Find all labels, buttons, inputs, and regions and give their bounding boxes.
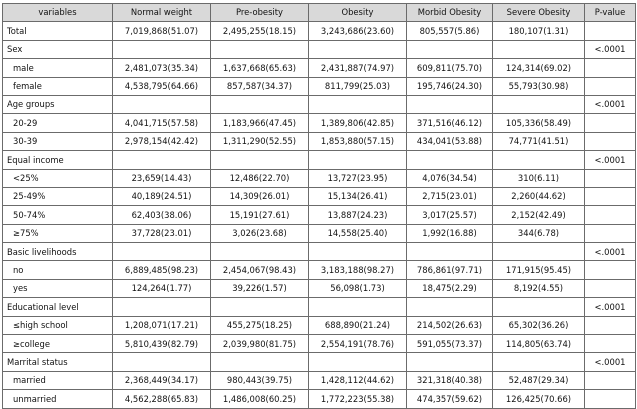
cell-variable: Age groups bbox=[3, 95, 113, 113]
cell-variable: Basic livelihoods bbox=[3, 243, 113, 261]
cell-pre-obesity: 1,637,668(65.63) bbox=[211, 59, 309, 77]
cell-morbid-obesity: 609,811(75.70) bbox=[407, 59, 493, 77]
cell-morbid-obesity: 805,557(5.86) bbox=[407, 22, 493, 40]
cell-p-value: <.0001 bbox=[585, 298, 636, 316]
cell-obesity: 13,727(23.95) bbox=[309, 169, 407, 187]
cell-severe-obesity: 171,915(95.45) bbox=[493, 261, 585, 279]
cell-obesity: 3,183,188(98.27) bbox=[309, 261, 407, 279]
statistics-table bbox=[2, 3, 636, 409]
cell-pre-obesity: 1,311,290(52.55) bbox=[211, 132, 309, 150]
cell-severe-obesity: 114,805(63.74) bbox=[493, 335, 585, 353]
cell-p-value bbox=[585, 390, 636, 408]
cell-normal-weight: 6,889,485(98.23) bbox=[113, 261, 211, 279]
cell-variable: 20-29 bbox=[3, 114, 113, 132]
cell-pre-obesity: 12,486(22.70) bbox=[211, 169, 309, 187]
table-row bbox=[3, 169, 636, 187]
cell-variable: 50-74% bbox=[3, 206, 113, 224]
cell-variable: Sex bbox=[3, 40, 113, 58]
cell-variable: male bbox=[3, 59, 113, 77]
cell-obesity: 13,887(24.23) bbox=[309, 206, 407, 224]
cell-severe-obesity: 52,487(29.34) bbox=[493, 371, 585, 389]
cell-severe-obesity: 65,302(36.26) bbox=[493, 316, 585, 334]
cell-normal-weight: 4,538,795(64.66) bbox=[113, 77, 211, 95]
statistics-table-container bbox=[2, 3, 635, 409]
cell-p-value bbox=[585, 279, 636, 297]
cell-morbid-obesity bbox=[407, 40, 493, 58]
cell-normal-weight bbox=[113, 243, 211, 261]
cell-variable: married bbox=[3, 371, 113, 389]
cell-p-value bbox=[585, 132, 636, 150]
cell-normal-weight bbox=[113, 353, 211, 371]
table-row bbox=[3, 22, 636, 40]
cell-pre-obesity: 3,026(23.68) bbox=[211, 224, 309, 242]
cell-variable: unmarried bbox=[3, 390, 113, 408]
table-row bbox=[3, 371, 636, 389]
cell-pre-obesity: 1,486,008(60.25) bbox=[211, 390, 309, 408]
cell-p-value: <.0001 bbox=[585, 40, 636, 58]
cell-variable: ≥75% bbox=[3, 224, 113, 242]
cell-variable: Marrital status bbox=[3, 353, 113, 371]
cell-severe-obesity bbox=[493, 95, 585, 113]
cell-severe-obesity: 105,336(58.49) bbox=[493, 114, 585, 132]
table-row bbox=[3, 335, 636, 353]
header-morbid-obesity: Morbid Obesity bbox=[407, 4, 493, 22]
cell-obesity: 1,389,806(42.85) bbox=[309, 114, 407, 132]
cell-variable: no bbox=[3, 261, 113, 279]
header-p-value: P-value bbox=[585, 4, 636, 22]
section-row bbox=[3, 95, 636, 113]
cell-normal-weight: 5,810,439(82.79) bbox=[113, 335, 211, 353]
cell-obesity: 1,772,223(55.38) bbox=[309, 390, 407, 408]
cell-pre-obesity bbox=[211, 40, 309, 58]
cell-severe-obesity bbox=[493, 353, 585, 371]
cell-variable: 25-49% bbox=[3, 187, 113, 205]
cell-p-value: <.0001 bbox=[585, 243, 636, 261]
cell-obesity bbox=[309, 95, 407, 113]
cell-obesity: 1,853,880(57.15) bbox=[309, 132, 407, 150]
cell-morbid-obesity: 4,076(34.54) bbox=[407, 169, 493, 187]
cell-variable: yes bbox=[3, 279, 113, 297]
cell-normal-weight: 124,264(1.77) bbox=[113, 279, 211, 297]
cell-obesity: 811,799(25.03) bbox=[309, 77, 407, 95]
header-severe-obesity: Severe Obesity bbox=[493, 4, 585, 22]
cell-p-value bbox=[585, 261, 636, 279]
cell-pre-obesity: 2,454,067(98.43) bbox=[211, 261, 309, 279]
cell-morbid-obesity: 214,502(26.63) bbox=[407, 316, 493, 334]
cell-morbid-obesity: 786,861(97.71) bbox=[407, 261, 493, 279]
cell-morbid-obesity: 474,357(59.62) bbox=[407, 390, 493, 408]
cell-normal-weight bbox=[113, 40, 211, 58]
section-row bbox=[3, 243, 636, 261]
cell-normal-weight: 2,978,154(42.42) bbox=[113, 132, 211, 150]
cell-severe-obesity: 2,260(44.62) bbox=[493, 187, 585, 205]
cell-morbid-obesity bbox=[407, 243, 493, 261]
cell-normal-weight: 7,019,868(51.07) bbox=[113, 22, 211, 40]
cell-pre-obesity bbox=[211, 151, 309, 169]
header-normal-weight: Normal weight bbox=[113, 4, 211, 22]
cell-normal-weight: 2,481,073(35.34) bbox=[113, 59, 211, 77]
cell-morbid-obesity: 434,041(53.88) bbox=[407, 132, 493, 150]
cell-variable: Total bbox=[3, 22, 113, 40]
cell-p-value bbox=[585, 335, 636, 353]
cell-pre-obesity bbox=[211, 298, 309, 316]
cell-morbid-obesity bbox=[407, 353, 493, 371]
cell-severe-obesity: 180,107(1.31) bbox=[493, 22, 585, 40]
cell-obesity bbox=[309, 353, 407, 371]
cell-severe-obesity: 8,192(4.55) bbox=[493, 279, 585, 297]
cell-normal-weight: 62,403(38.06) bbox=[113, 206, 211, 224]
cell-morbid-obesity: 3,017(25.57) bbox=[407, 206, 493, 224]
cell-severe-obesity bbox=[493, 243, 585, 261]
cell-variable: <25% bbox=[3, 169, 113, 187]
cell-pre-obesity: 455,275(18.25) bbox=[211, 316, 309, 334]
cell-variable: 30-39 bbox=[3, 132, 113, 150]
cell-pre-obesity bbox=[211, 353, 309, 371]
table-row bbox=[3, 114, 636, 132]
cell-obesity: 688,890(21.24) bbox=[309, 316, 407, 334]
cell-p-value bbox=[585, 371, 636, 389]
cell-morbid-obesity: 371,516(46.12) bbox=[407, 114, 493, 132]
cell-obesity bbox=[309, 243, 407, 261]
cell-obesity: 2,431,887(74.97) bbox=[309, 59, 407, 77]
cell-severe-obesity bbox=[493, 40, 585, 58]
cell-p-value: <.0001 bbox=[585, 151, 636, 169]
cell-morbid-obesity: 195,746(24.30) bbox=[407, 77, 493, 95]
cell-pre-obesity: 15,191(27.61) bbox=[211, 206, 309, 224]
cell-pre-obesity: 857,587(34.37) bbox=[211, 77, 309, 95]
table-row bbox=[3, 316, 636, 334]
cell-variable: ≤high school bbox=[3, 316, 113, 334]
table-row bbox=[3, 390, 636, 408]
table-row bbox=[3, 187, 636, 205]
header-variables: variables bbox=[3, 4, 113, 22]
cell-morbid-obesity bbox=[407, 95, 493, 113]
cell-obesity: 15,134(26.41) bbox=[309, 187, 407, 205]
cell-variable: ≥college bbox=[3, 335, 113, 353]
cell-p-value bbox=[585, 59, 636, 77]
cell-severe-obesity: 344(6.78) bbox=[493, 224, 585, 242]
table-header bbox=[3, 4, 636, 22]
cell-severe-obesity: 310(6.11) bbox=[493, 169, 585, 187]
cell-pre-obesity: 14,309(26.01) bbox=[211, 187, 309, 205]
table-row bbox=[3, 77, 636, 95]
cell-obesity bbox=[309, 151, 407, 169]
cell-p-value bbox=[585, 22, 636, 40]
cell-morbid-obesity: 1,992(16.88) bbox=[407, 224, 493, 242]
cell-normal-weight bbox=[113, 298, 211, 316]
table-row bbox=[3, 279, 636, 297]
cell-morbid-obesity: 321,318(40.38) bbox=[407, 371, 493, 389]
cell-morbid-obesity: 18,475(2.29) bbox=[407, 279, 493, 297]
section-row bbox=[3, 353, 636, 371]
cell-severe-obesity: 126,425(70.66) bbox=[493, 390, 585, 408]
cell-variable: Educational level bbox=[3, 298, 113, 316]
table-row bbox=[3, 261, 636, 279]
cell-p-value bbox=[585, 187, 636, 205]
cell-normal-weight: 4,562,288(65.83) bbox=[113, 390, 211, 408]
cell-obesity: 2,554,191(78.76) bbox=[309, 335, 407, 353]
cell-obesity: 1,428,112(44.62) bbox=[309, 371, 407, 389]
cell-obesity: 3,243,686(23.60) bbox=[309, 22, 407, 40]
cell-morbid-obesity: 2,715(23.01) bbox=[407, 187, 493, 205]
cell-p-value: <.0001 bbox=[585, 95, 636, 113]
cell-pre-obesity: 1,183,966(47.45) bbox=[211, 114, 309, 132]
cell-normal-weight: 23,659(14.43) bbox=[113, 169, 211, 187]
cell-p-value bbox=[585, 206, 636, 224]
table-row bbox=[3, 224, 636, 242]
cell-severe-obesity bbox=[493, 298, 585, 316]
cell-severe-obesity: 2,152(42.49) bbox=[493, 206, 585, 224]
cell-normal-weight bbox=[113, 151, 211, 169]
table-row bbox=[3, 206, 636, 224]
cell-morbid-obesity: 591,055(73.37) bbox=[407, 335, 493, 353]
cell-obesity bbox=[309, 40, 407, 58]
cell-normal-weight: 4,041,715(57.58) bbox=[113, 114, 211, 132]
cell-variable: Equal income bbox=[3, 151, 113, 169]
cell-p-value bbox=[585, 114, 636, 132]
cell-p-value bbox=[585, 169, 636, 187]
cell-pre-obesity bbox=[211, 243, 309, 261]
cell-morbid-obesity bbox=[407, 298, 493, 316]
cell-severe-obesity: 55,793(30.98) bbox=[493, 77, 585, 95]
cell-obesity: 14,558(25.40) bbox=[309, 224, 407, 242]
cell-variable: female bbox=[3, 77, 113, 95]
cell-severe-obesity bbox=[493, 151, 585, 169]
cell-pre-obesity: 2,495,255(18.15) bbox=[211, 22, 309, 40]
cell-p-value: <.0001 bbox=[585, 353, 636, 371]
header-obesity: Obesity bbox=[309, 4, 407, 22]
cell-pre-obesity bbox=[211, 95, 309, 113]
cell-morbid-obesity bbox=[407, 151, 493, 169]
cell-severe-obesity: 74,771(41.51) bbox=[493, 132, 585, 150]
cell-normal-weight: 2,368,449(34.17) bbox=[113, 371, 211, 389]
section-row bbox=[3, 40, 636, 58]
cell-normal-weight bbox=[113, 95, 211, 113]
cell-pre-obesity: 980,443(39.75) bbox=[211, 371, 309, 389]
cell-normal-weight: 40,189(24.51) bbox=[113, 187, 211, 205]
header-pre-obesity: Pre-obesity bbox=[211, 4, 309, 22]
section-row bbox=[3, 298, 636, 316]
cell-pre-obesity: 39,226(1.57) bbox=[211, 279, 309, 297]
table-body bbox=[3, 22, 636, 408]
cell-pre-obesity: 2,039,980(81.75) bbox=[211, 335, 309, 353]
cell-normal-weight: 37,728(23.01) bbox=[113, 224, 211, 242]
cell-p-value bbox=[585, 316, 636, 334]
cell-obesity bbox=[309, 298, 407, 316]
header-row bbox=[3, 4, 636, 22]
cell-p-value bbox=[585, 224, 636, 242]
table-row bbox=[3, 132, 636, 150]
cell-p-value bbox=[585, 77, 636, 95]
table-row bbox=[3, 59, 636, 77]
cell-normal-weight: 1,208,071(17.21) bbox=[113, 316, 211, 334]
cell-obesity: 56,098(1.73) bbox=[309, 279, 407, 297]
cell-severe-obesity: 124,314(69.02) bbox=[493, 59, 585, 77]
section-row bbox=[3, 151, 636, 169]
